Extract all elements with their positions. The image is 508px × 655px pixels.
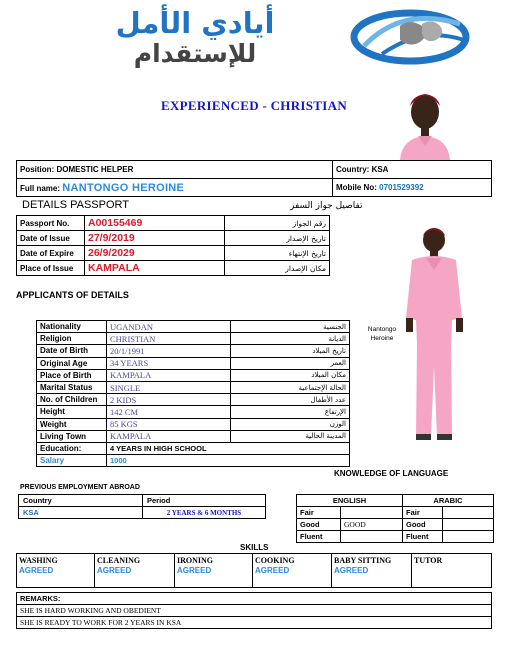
- salary-row: [37, 455, 350, 467]
- applicant-row: [37, 369, 350, 381]
- skills-table: [16, 553, 492, 588]
- skill-cell: [95, 554, 175, 588]
- mobile-value: 0701529392: [379, 183, 424, 192]
- lang-level: Fair: [297, 507, 341, 519]
- prev-country-value: KSA: [19, 507, 143, 519]
- skill-cell: [17, 554, 95, 588]
- applicant-value: UGANDAN: [107, 321, 231, 333]
- applicant-row: [37, 333, 350, 345]
- applicant-value: 20/1/1991: [107, 345, 231, 357]
- applicant-label: Living Town: [37, 430, 107, 442]
- applicant-label: No. of Children: [37, 394, 107, 406]
- salary-label: Salary: [37, 455, 107, 467]
- passport-label: Place of Issue: [17, 261, 85, 276]
- remarks-table: [16, 592, 492, 629]
- education-label: Education:: [37, 442, 107, 454]
- photo-caption: Nantongo Heroine: [367, 326, 397, 342]
- skill-cell: [175, 554, 253, 588]
- skill-cell: [253, 554, 332, 588]
- applicant-label-ar: الحالة الإجتماعية: [231, 381, 350, 393]
- passport-label-ar: رقم الجواز: [225, 216, 330, 231]
- passport-value: KAMPALA: [85, 261, 225, 276]
- education-row: [37, 442, 350, 454]
- applicant-value: 34 YEARS: [107, 357, 231, 369]
- lang-level: Fluent: [297, 531, 341, 543]
- logo-text: [50, 6, 340, 68]
- passport-label: Date of Expire: [17, 246, 85, 261]
- skill-value: AGREED: [97, 566, 132, 575]
- prev-country-header: Country: [19, 495, 143, 507]
- skill-value: AGREED: [177, 566, 212, 575]
- prev-employment-table: [18, 494, 266, 519]
- lang-row: [297, 507, 494, 519]
- skill-name: CLEANING: [97, 556, 141, 565]
- logo-line-1: أيادي الأمل: [115, 6, 275, 40]
- passport-value: 26/9/2029: [85, 246, 225, 261]
- applicant-value: KAMPALA: [107, 369, 231, 381]
- info-table: [16, 160, 492, 197]
- applicant-label-ar: عدد الأطفال: [231, 394, 350, 406]
- salary-value: 1000: [107, 455, 350, 467]
- passport-label-ar: تاريخ الإنتهاء: [225, 246, 330, 261]
- skill-name: COOKING: [255, 556, 295, 565]
- applicant-label-ar: الديانة: [231, 333, 350, 345]
- logo-swirl-icon: [342, 6, 472, 68]
- skill-name: TUTOR: [414, 556, 443, 565]
- lang-level-2: Fluent: [403, 531, 443, 543]
- applicant-value: CHRISTIAN: [107, 333, 231, 345]
- skill-value: AGREED: [255, 566, 290, 575]
- lang-row: [297, 519, 494, 531]
- lang-arabic-header: ARABIC: [403, 495, 494, 507]
- prev-period-header: Period: [143, 495, 266, 507]
- portrait-photo: [394, 80, 456, 160]
- fullname-label: Full name:: [20, 183, 61, 193]
- applicant-row: [37, 345, 350, 357]
- applicant-label-ar: تاريخ الميلاد: [231, 345, 350, 357]
- passport-label: Passport No.: [17, 216, 85, 231]
- passport-label: Date of Issue: [17, 231, 85, 246]
- applicant-row: [37, 357, 350, 369]
- prev-employment-title: PREVIOUS EMPLOYMENT ABROAD: [20, 484, 140, 491]
- skills-title: SKILLS: [240, 543, 269, 552]
- applicant-value: KAMPALA: [107, 430, 231, 442]
- page-title: EXPERIENCED - CHRISTIAN: [160, 98, 348, 113]
- skill-cell: [412, 554, 492, 588]
- passport-label-ar: تاريخ الإصدار: [225, 231, 330, 246]
- position-cell: [17, 161, 333, 179]
- skill-name: IRONING: [177, 556, 214, 565]
- full-length-photo: [396, 226, 474, 446]
- fullname-cell: [17, 179, 333, 197]
- logo-line-2: للإستقدام: [133, 39, 257, 68]
- applicants-title: APPLICANTS OF DETAILS: [16, 290, 129, 300]
- lang-arabic-value: [443, 531, 494, 543]
- skill-name: BABY SITTING: [334, 556, 392, 565]
- lang-english-value: [341, 531, 403, 543]
- applicant-label-ar: المدينة الحالية: [231, 430, 350, 442]
- applicant-label: Place of Birth: [37, 369, 107, 381]
- passport-label-ar: مكان الإصدار: [225, 261, 330, 276]
- position-value: DOMESTIC HELPER: [56, 165, 134, 174]
- passport-value: A00155469: [85, 216, 225, 231]
- mobile-cell: [333, 179, 492, 197]
- lang-english-value: [341, 507, 403, 519]
- applicant-row: [37, 381, 350, 393]
- remark-line: SHE IS HARD WORKING AND OBEDIENT: [17, 605, 492, 617]
- applicant-label: Nationality: [37, 321, 107, 333]
- lang-arabic-value: [443, 507, 494, 519]
- applicant-label: Date of Birth: [37, 345, 107, 357]
- applicant-row: [37, 406, 350, 418]
- fullname-value: NANTONGO HEROINE: [62, 181, 185, 194]
- applicant-value: 142 CM: [107, 406, 231, 418]
- remarks-title: REMARKS:: [17, 593, 492, 605]
- skill-name: WASHING: [19, 556, 58, 565]
- skill-value: AGREED: [334, 566, 369, 575]
- details-passport-title-ar: تفاصيل جواز السفر: [290, 201, 363, 211]
- passport-row: [17, 231, 330, 246]
- applicant-value: 2 KIDS: [107, 394, 231, 406]
- applicant-label-ar: الإرتفاع: [231, 406, 350, 418]
- applicant-label-ar: الجنسية: [231, 321, 350, 333]
- applicant-label: Height: [37, 406, 107, 418]
- applicant-value: SINGLE: [107, 381, 231, 393]
- applicant-row: [37, 394, 350, 406]
- country-label: Country:: [336, 165, 370, 174]
- applicant-label: Religion: [37, 333, 107, 345]
- position-label: Position:: [20, 165, 55, 174]
- lang-english-value: GOOD: [341, 519, 403, 531]
- skill-value: AGREED: [19, 566, 54, 575]
- passport-row: [17, 216, 330, 231]
- applicant-row: [37, 418, 350, 430]
- education-value: 4 YEARS IN HIGH SCHOOL: [107, 442, 350, 454]
- passport-value: 27/9/2019: [85, 231, 225, 246]
- lang-english-header: ENGLISH: [297, 495, 403, 507]
- passport-row: [17, 246, 330, 261]
- lang-level: Good: [297, 519, 341, 531]
- applicant-label: Marital Status: [37, 381, 107, 393]
- applicant-value: 85 KGS: [107, 418, 231, 430]
- applicant-label-ar: الوزن: [231, 418, 350, 430]
- lang-level-2: Fair: [403, 507, 443, 519]
- passport-row: [17, 261, 330, 276]
- details-passport-title: DETAILS PASSPORT: [22, 199, 129, 211]
- prev-period-value: 2 YEARS & 6 MONTHS: [143, 507, 266, 519]
- passport-table: [16, 215, 330, 276]
- lang-arabic-value: [443, 519, 494, 531]
- applicant-label-ar: العمر: [231, 357, 350, 369]
- lang-level-2: Good: [403, 519, 443, 531]
- country-cell: [333, 161, 492, 179]
- applicant-label: Weight: [37, 418, 107, 430]
- country-value: KSA: [371, 165, 389, 174]
- applicant-row: [37, 430, 350, 442]
- language-table: [296, 494, 494, 543]
- applicant-label-ar: مكان الميلاد: [231, 369, 350, 381]
- applicant-table: [36, 320, 350, 467]
- company-logo: [50, 6, 470, 68]
- remark-line: SHE IS READY TO WORK FOR 2 YEARS IN KSA: [17, 617, 492, 629]
- applicant-row: [37, 321, 350, 333]
- knowledge-title: KNOWLEDGE OF LANGUAGE: [334, 469, 449, 478]
- mobile-label: Mobile No:: [336, 183, 377, 192]
- applicant-label: Original Age: [37, 357, 107, 369]
- skill-cell: [332, 554, 412, 588]
- lang-row: [297, 531, 494, 543]
